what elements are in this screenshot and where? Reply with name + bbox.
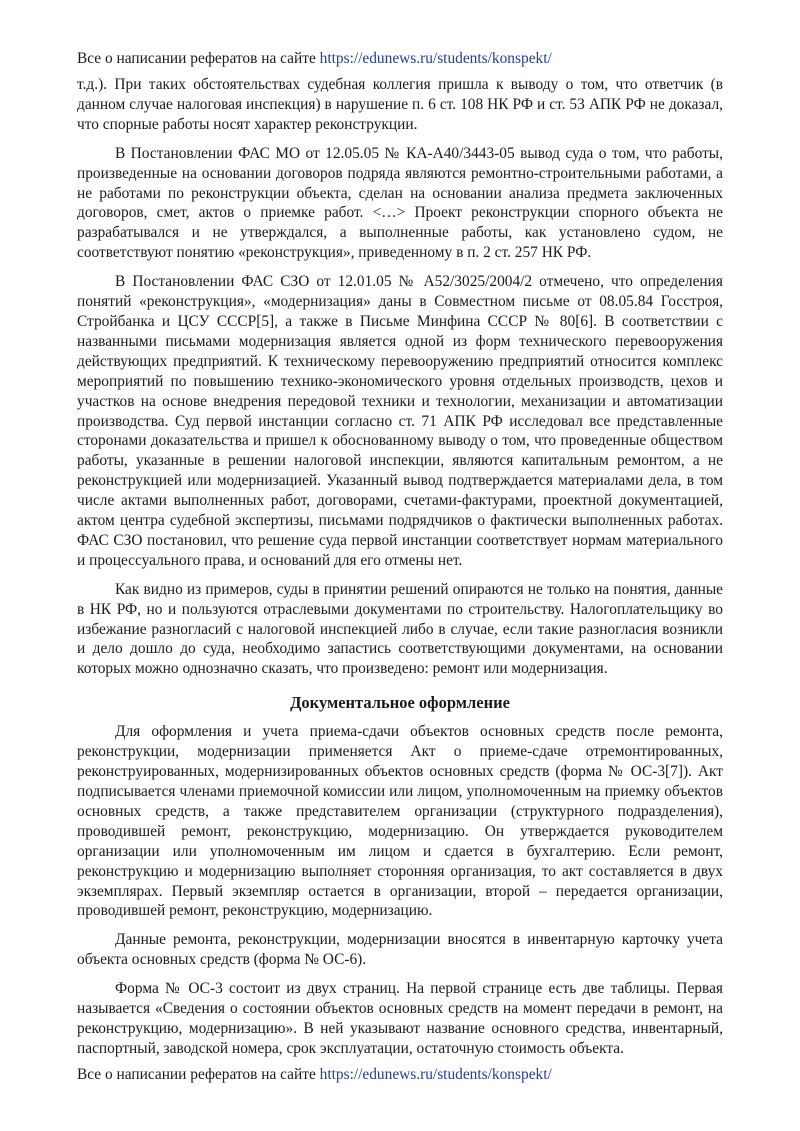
header-site-link[interactable]: https://edunews.ru/students/konspekt/ — [319, 50, 552, 67]
paragraph-os6-card: Данные ремонта, реконструкции, модернизации вносятся в инвентарную карточку учета объекта основных средств (форма № ОС-6). — [77, 931, 723, 969]
footer-site-link[interactable]: https://edunews.ru/students/konspekt/ — [319, 1066, 552, 1083]
paragraph-fas-mo: В Постановлении ФАС МО от 12.05.05 № КА-А40/3443-05 вывод суда о том, что работы, произведенные на основании договоров подряда являются ремонтно-строительными работами, а не работами по реконструкции объекта, сделан на основании анализа предмета заключенных договоров, смет, актов о приемке работ. <…> Проект реконструкции спорного объекта не разрабатывался и не утверждался, а выполненные работы, как установлено судом, не соответствуют понятию «реконструкция», приведенному в п. 2 ст. 257 НК РФ. — [77, 144, 723, 262]
page-footer — [77, 1065, 552, 1085]
paragraph-examples-summary: Как видно из примеров, суды в принятии решений опираются не только на понятия, данные в НК РФ, но и пользуются отраслевыми документами по строительству. Налогоплательщику во избежание разногласий с налоговой инспекцией либо в случае, если такие разногласия возникли и дело дошло до суда, необходимо запастись соответствующими документами, на основании которых можно однозначно сказать, что произведено: ремонт или модернизация. — [77, 580, 723, 678]
paragraph-continuation: т.д.). При таких обстоятельствах судебная коллегия пришла к выводу о том, что ответчик (в данном случае налоговая инспекция) в нарушение п. 6 ст. 108 НК РФ и ст. 53 АПК РФ не доказал, что спорные работы носят характер реконструкции. — [77, 76, 723, 133]
section-heading: Документальное оформление — [290, 693, 510, 713]
paragraph-fas-szo: В Постановлении ФАС СЗО от 12.01.05 № А52/3025/2004/2 отмечено, что определения понятий «реконструкция», «модернизация» даны в Совместном письме от 08.05.84 Госстроя, Стройбанка и ЦСУ СССР[5], а также в Письме Минфина СССР № 80[6]. В соответствии с названными письмами модернизация является одной из форм технического перевооружения действующих предприятий. К техническому перевооружению предприятий относится комплекс мероприятий по повышению технико-экономического уровня отдельных производств, цехов и участков на основе внедрения передовой техники и технологии, механизации и автоматизации производства. Суд первой инстанции согласно ст. 71 АПК РФ исследовал все представленные сторонами доказательства и пришел к обоснованному выводу о том, что проведенные обществом работы, указанные в решении налоговой инспекции, являются капитальным ремонтом, а не реконструкцией или модернизацией. Указанный вывод подтверждается материалами дела, в том числе актами выполненных работ, договорами, счетами-фактурами, проектной документацией, актом центра судебной экспертизы, письмами подрядчиков о фактически выполненных работах. ФАС СЗО постановил, что решение суда первой инстанции соответствует нормам материального и процессуального права, и оснований для его отмены нет. — [77, 273, 723, 569]
footer-text: Все о написании рефератов на сайте — [77, 1066, 320, 1083]
document-body — [77, 75, 723, 1059]
header-text: Все о написании рефератов на сайте — [77, 50, 320, 67]
paragraph-os3-structure: Форма № ОС-3 состоит из двух страниц. На первой странице есть две таблицы. Первая называется «Сведения о состоянии объектов основных средств на момент передачи в ремонт, на реконструкцию, модернизацию». В ней указывают название основного средства, инвентарный, паспортный, заводской номера, срок эксплуатации, остаточную стоимость объекта. — [77, 980, 723, 1057]
paragraph-os3-act: Для оформления и учета приема-сдачи объектов основных средств после ремонта, реконструкции, модернизации применяется Акт о приеме-сдаче отремонтированных, реконструированных, модернизированных объектов основных средств (форма № ОС-3[7]). Акт подписывается членами приемочной комиссии или лицом, уполномоченным на приемку объектов основных средств, а также представителем организации (структурного подразделения), проводившей ремонт, реконструкцию, модернизацию. Он утверждается руководителем организации или уполномоченным им лицом и сдается в бухгалтерию. Если ремонт, реконструкцию и модернизацию выполняет сторонняя организация, то акт составляется в двух экземплярах. Первый экземпляр остается в организации, второй – передается организации, проводившей ремонт, реконструкцию, модернизацию. — [77, 723, 723, 920]
page-header — [77, 49, 552, 69]
